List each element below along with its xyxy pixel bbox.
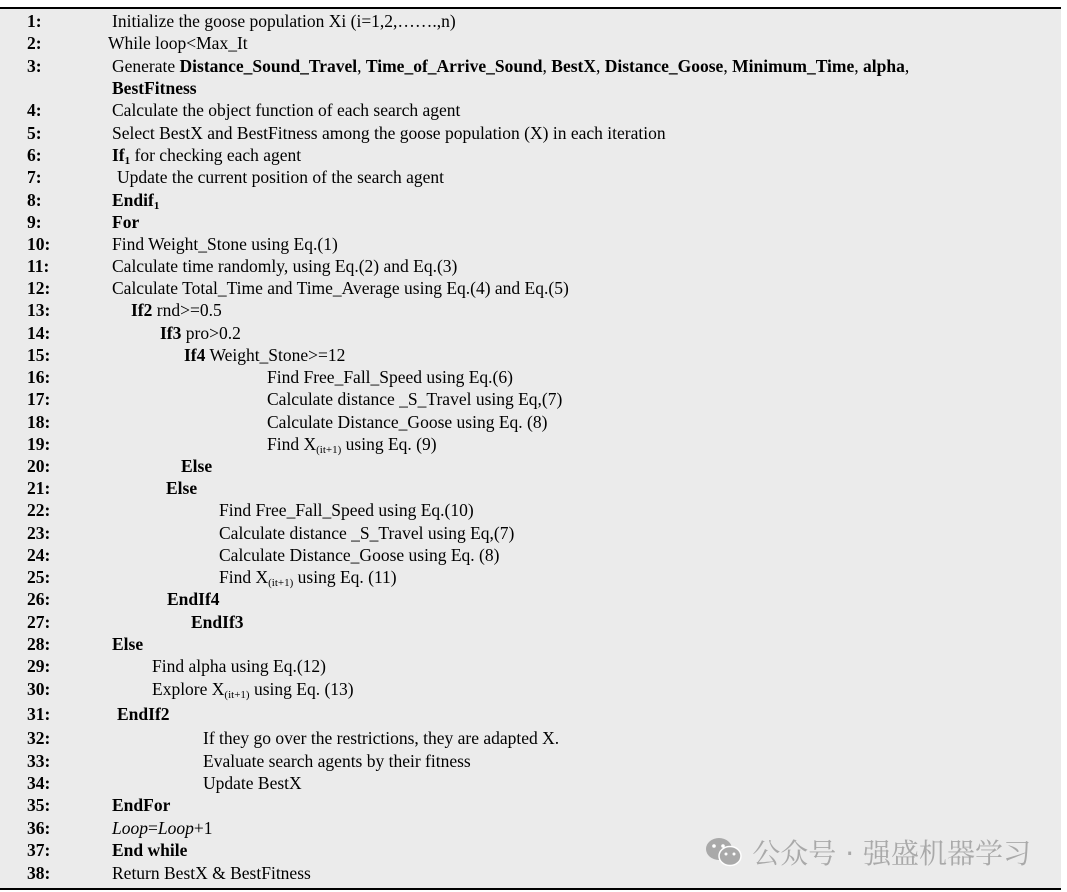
- line-text: [152, 678, 354, 706]
- line-segment: End while: [112, 840, 188, 860]
- line-number: 11:: [27, 256, 50, 276]
- line-segment: Distance_Goose: [604, 56, 724, 76]
- line-segment: rnd>=0.5: [152, 300, 222, 320]
- line-segment: Evaluate search agents by their fitness: [203, 751, 471, 771]
- line-number: 6:: [27, 145, 42, 165]
- line-segment: If2: [131, 300, 153, 320]
- line-text: [112, 99, 460, 121]
- line-segment: BestFitness: [112, 78, 197, 98]
- line-segment: If they go over the restrictions, they are adapted X.: [203, 728, 560, 748]
- line-number: 8:: [27, 190, 42, 210]
- line-segment: Calculate distance _S_Travel using Eq,(7): [267, 389, 563, 409]
- line-segment: alpha: [863, 56, 905, 76]
- line-text: [203, 727, 559, 749]
- line-segment: Else: [112, 634, 144, 654]
- line-segment: Calculate distance _S_Travel using Eq,(7): [219, 523, 515, 543]
- line-text: [203, 750, 471, 772]
- line-number: 24:: [27, 545, 51, 565]
- algorithm-listing: [0, 7, 1061, 890]
- line-segment: Explore X: [152, 679, 225, 699]
- line-segment: Find X: [219, 567, 269, 587]
- watermark-text: 公众号 · 强盛机器学习: [752, 837, 1031, 870]
- line-segment: Loop: [112, 818, 148, 838]
- line-text: [112, 817, 212, 839]
- line-number: 2:: [27, 33, 42, 53]
- line-number: 15:: [27, 345, 51, 365]
- line-number: 30:: [27, 679, 51, 699]
- line-number: 38:: [27, 863, 51, 883]
- line-number: 14:: [27, 323, 51, 343]
- line-segment: Calculate Distance_Goose using Eq. (8): [219, 545, 500, 565]
- line-segment: =: [147, 818, 158, 838]
- line-text: [112, 10, 456, 32]
- line-segment: Loop: [157, 818, 194, 838]
- line-segment: Find alpha using Eq.(12): [152, 656, 327, 676]
- watermark: [704, 832, 1031, 872]
- line-text: [181, 455, 212, 477]
- line-segment: Else: [181, 456, 213, 476]
- line-number: 32:: [27, 728, 51, 748]
- line-segment: Find Weight_Stone using Eq.(1): [112, 234, 338, 254]
- line-text: [112, 794, 170, 816]
- line-number: 17:: [27, 389, 51, 409]
- line-segment: Find Free_Fall_Speed using Eq.(10): [219, 500, 474, 520]
- line-text: [112, 277, 569, 299]
- line-text: [117, 166, 444, 188]
- line-text: [219, 522, 514, 544]
- wechat-icon: [704, 836, 744, 868]
- line-segment: Return BestX & BestFitness: [112, 863, 311, 883]
- line-segment: Minimum_Time: [732, 56, 855, 76]
- line-segment: using Eq. (13): [249, 679, 354, 699]
- line-segment: Endif: [112, 190, 154, 210]
- line-segment: Time_of_Arrive_Sound: [365, 56, 543, 76]
- line-segment: Calculate time randomly, using Eq.(2) and Eq.(3): [112, 256, 458, 276]
- line-segment: Else: [166, 478, 198, 498]
- line-segment: +1: [193, 818, 213, 838]
- line-text: [184, 344, 345, 366]
- line-text: [112, 211, 139, 233]
- line-number: 7:: [27, 167, 42, 187]
- line-text: [191, 611, 244, 633]
- line-segment: ,: [595, 56, 605, 76]
- line-text: [219, 499, 474, 521]
- line-text: [267, 433, 437, 461]
- line-text: [112, 122, 666, 144]
- line-text: [112, 77, 197, 99]
- line-segment: EndFor: [112, 795, 171, 815]
- line-number: 21:: [27, 478, 51, 498]
- line-text: [112, 233, 338, 255]
- line-number: 5:: [27, 123, 42, 143]
- line-segment: EndIf4: [167, 589, 220, 609]
- line-number: 31:: [27, 704, 51, 724]
- line-segment: (it+1): [224, 689, 250, 701]
- line-text: [131, 299, 222, 321]
- line-number: 16:: [27, 367, 51, 387]
- line-text: [167, 588, 220, 610]
- line-segment: Calculate Total_Time and Time_Average using Eq.(4) and Eq.(5): [112, 278, 569, 298]
- line-text: [108, 32, 248, 54]
- line-text: [112, 55, 909, 77]
- line-segment: 1: [153, 200, 160, 212]
- line-segment: BestX: [551, 56, 596, 76]
- line-number: 29:: [27, 656, 51, 676]
- line-number: 19:: [27, 434, 51, 454]
- line-segment: using Eq. (9): [341, 434, 437, 454]
- line-number: 27:: [27, 612, 51, 632]
- line-segment: ,: [542, 56, 552, 76]
- line-segment: pro>0.2: [181, 323, 241, 343]
- line-text: [112, 255, 457, 277]
- line-number: 12:: [27, 278, 51, 298]
- line-text: [166, 477, 197, 499]
- line-segment: If3: [160, 323, 182, 343]
- line-number: 23:: [27, 523, 51, 543]
- line-text: [112, 839, 187, 861]
- line-number: 28:: [27, 634, 51, 654]
- line-number: 10:: [27, 234, 51, 254]
- line-number: 9:: [27, 212, 42, 232]
- line-number: 26:: [27, 589, 51, 609]
- line-number: 34:: [27, 773, 51, 793]
- line-number: 33:: [27, 751, 51, 771]
- line-segment: Weight_Stone>=12: [205, 345, 346, 365]
- line-segment: Distance_Sound_Travel: [179, 56, 358, 76]
- line-text: [219, 566, 397, 594]
- line-number: 22:: [27, 500, 51, 520]
- line-number: 4:: [27, 100, 42, 120]
- line-text: [267, 388, 562, 410]
- line-segment: For: [112, 212, 140, 232]
- line-number: 20:: [27, 456, 51, 476]
- line-segment: using Eq. (11): [293, 567, 397, 587]
- line-text: [112, 633, 143, 655]
- line-number: 1:: [27, 11, 42, 31]
- line-segment: Update BestX: [203, 773, 302, 793]
- line-number: 3:: [27, 56, 42, 76]
- line-segment: Update the current position of the search agent: [117, 167, 445, 187]
- line-text: [267, 366, 513, 388]
- line-segment: If: [112, 145, 125, 165]
- line-segment: for checking each agent: [130, 145, 302, 165]
- line-segment: ,: [357, 56, 366, 76]
- line-segment: Select BestX and BestFitness among the goose population (X) in each iteration: [112, 123, 666, 143]
- line-segment: Initialize the goose population Xi (i=1,2,…….,n): [112, 11, 456, 31]
- line-text: [267, 411, 547, 433]
- line-segment: Find X: [267, 434, 317, 454]
- line-segment: (it+1): [316, 444, 342, 456]
- line-segment: Calculate the object function of each search agent: [112, 100, 461, 120]
- line-text: [160, 322, 241, 344]
- line-number: 18:: [27, 412, 51, 432]
- line-segment: ,: [854, 56, 864, 76]
- line-segment: EndIf3: [191, 612, 244, 632]
- line-segment: Find Free_Fall_Speed using Eq.(6): [267, 367, 513, 387]
- line-number: 35:: [27, 795, 51, 815]
- line-segment: If4: [184, 345, 206, 365]
- line-text: [219, 544, 499, 566]
- line-segment: ,: [904, 56, 910, 76]
- line-number: 25:: [27, 567, 51, 587]
- line-segment: Calculate Distance_Goose using Eq. (8): [267, 412, 548, 432]
- line-number: 36:: [27, 818, 51, 838]
- line-segment: 1: [124, 155, 131, 167]
- line-segment: EndIf2: [117, 704, 170, 724]
- line-number: 13:: [27, 300, 51, 320]
- line-segment: (it+1): [268, 577, 294, 589]
- line-text: [203, 772, 302, 794]
- line-text: [152, 655, 326, 677]
- line-text: [112, 862, 311, 884]
- line-segment: ,: [723, 56, 733, 76]
- line-segment: While loop<Max_It: [108, 33, 248, 53]
- line-number: 37:: [27, 840, 51, 860]
- line-text: [117, 703, 170, 725]
- line-segment: Generate: [112, 56, 180, 76]
